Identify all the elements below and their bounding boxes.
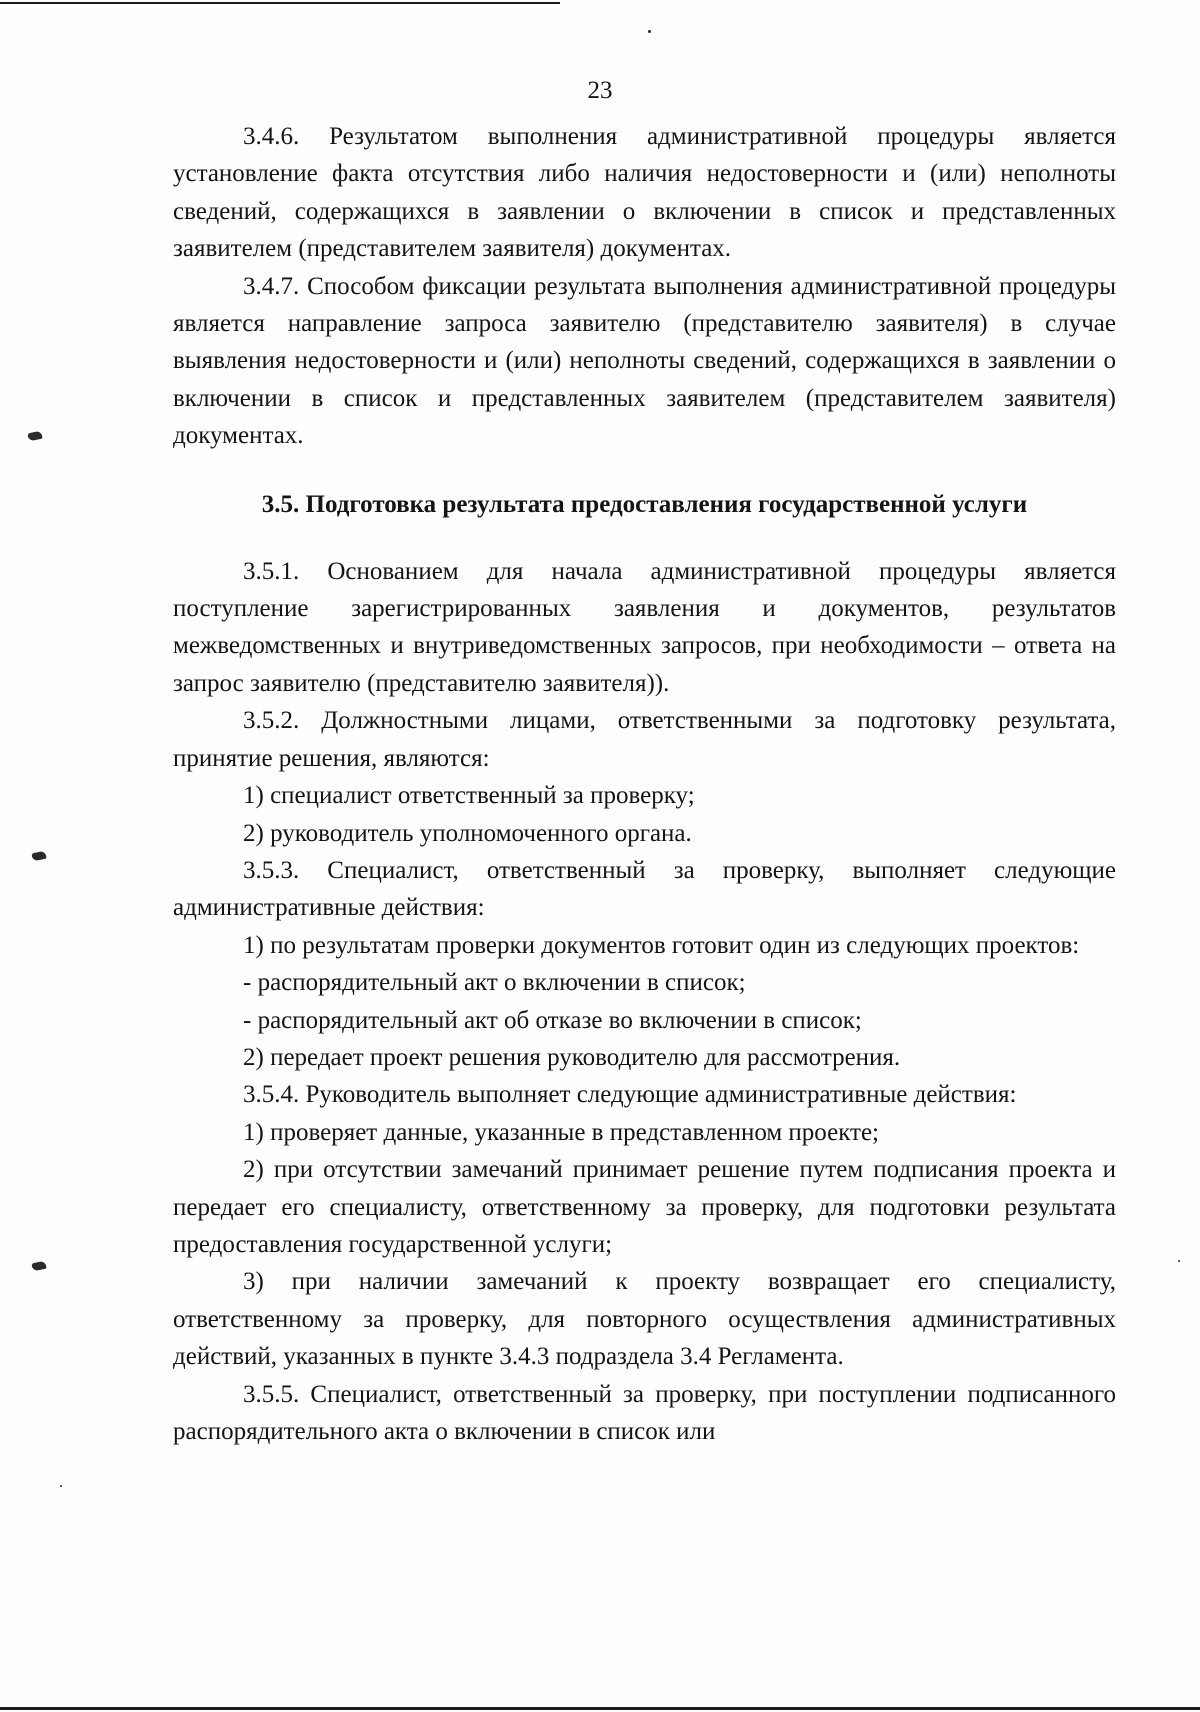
section-heading-3-5: 3.5. Подготовка результата предоставления государственной услуги — [261, 490, 1028, 518]
list-item: - распорядительный акт об отказе во включении в список; — [243, 1006, 862, 1034]
scan-speck — [1178, 1260, 1180, 1262]
list-item: 3) при наличии замечаний к проекту возвращает его специалисту, ответственному за проверку, для повторного осуществления административных действий, указанных в пункте 3.4.3 подраздела 3.4 Регламента. — [173, 1268, 1116, 1371]
page-number: 23 — [587, 77, 613, 104]
document-body — [173, 118, 1116, 1450]
scan-mark — [31, 851, 46, 862]
paragraph-3-5-1: 3.5.1. Основанием для начала административной процедуры является поступление зарегистрированных заявления и документов, результатов межведомственных и внутриведомственных запросов, при необходимости – ответа на запрос заявителю (представителю заявителя)). — [173, 557, 1116, 697]
bottom-edge-line — [0, 1707, 1200, 1710]
paragraph-3-5-5: 3.5.5. Специалист, ответственный за проверку, при поступлении подписанного распорядительного акта о включении в список или — [173, 1380, 1116, 1445]
list-item: 1) специалист ответственный за проверку; — [243, 782, 695, 810]
list-item: 2) при отсутствии замечаний принимает решение путем подписания проекта и передает его специалисту, ответственному за проверку, для подготовки результата предоставления государственной услуги; — [173, 1156, 1116, 1258]
scan-mark — [27, 431, 42, 442]
paragraph-3-5-4: 3.5.4. Руководитель выполняет следующие административные действия: — [243, 1081, 1017, 1109]
list-item: 2) руководитель уполномоченного органа. — [243, 819, 692, 847]
paragraph-3-4-7: 3.4.7. Способом фиксации результата выполнения административной процедуры является направление запроса заявителю (представителю заявителя) в случае выявления недостоверности и (или) неполноты сведений, содержащихся в заявлении о включении в список и представленных заявителем (представителем заявителя) документах. — [173, 272, 1116, 450]
paragraph-3-4-6: 3.4.6. Результатом выполнения административной процедуры является установление факта отсутствия либо наличия недостоверности и (или) неполноты сведений, содержащихся в заявлении о включении в список и представленных заявителем (представителем заявителя) документах. — [173, 123, 1116, 263]
scan-mark — [31, 1261, 46, 1272]
scan-speck — [648, 30, 651, 33]
paragraph-3-5-3: 3.5.3. Специалист, ответственный за проверку, выполняет следующие административные действия: — [173, 856, 1116, 922]
list-item: 1) по результатам проверки документов готовит один из следующих проектов: — [243, 931, 1080, 959]
list-item: - распорядительный акт о включении в список; — [243, 969, 746, 997]
top-edge-line — [0, 2, 560, 4]
scan-speck — [60, 1485, 62, 1487]
paragraph-3-5-2: 3.5.2. Должностными лицами, ответственными за подготовку результата, принятие решения, являются: — [173, 707, 1116, 772]
list-item: 2) передает проект решения руководителю для рассмотрения. — [243, 1043, 901, 1071]
list-item: 1) проверяет данные, указанные в представленном проекте; — [243, 1118, 879, 1146]
